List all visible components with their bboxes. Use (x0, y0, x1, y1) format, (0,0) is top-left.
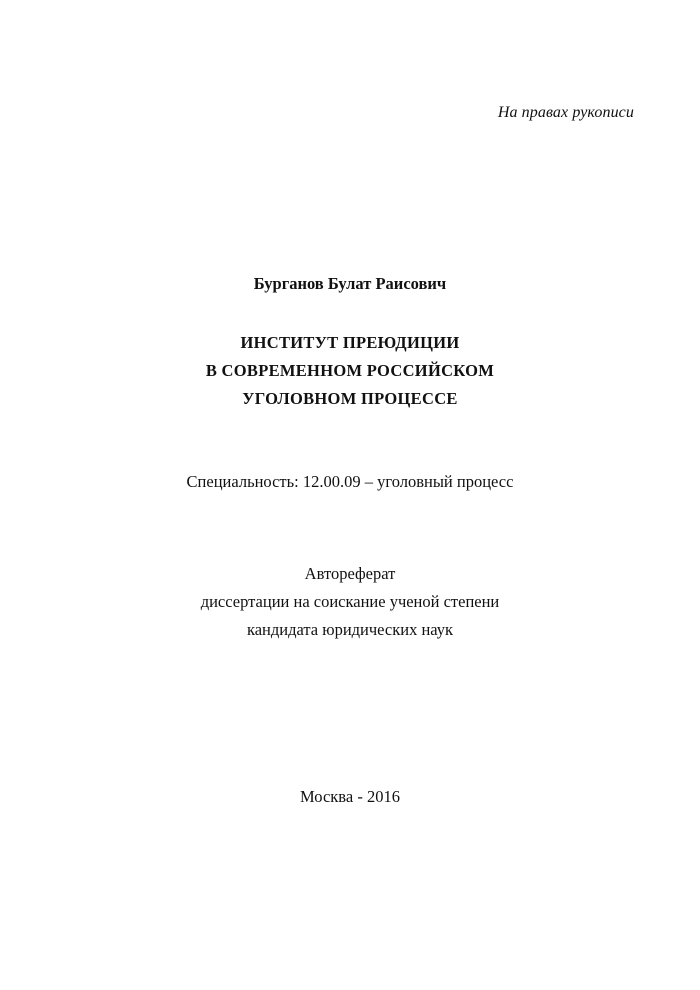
title-line: В СОВРЕМЕННОМ РОССИЙСКОМ (205, 361, 495, 380)
author-name: Бурганов Булат Раисович (253, 274, 447, 293)
specialty-line: Специальность: 12.00.09 – уголовный процесс (186, 472, 514, 491)
title-line: УГОЛОВНОМ ПРОЦЕССЕ (242, 389, 458, 408)
dissertation-title (0, 329, 700, 413)
abstract-description (0, 560, 700, 644)
abstract-line: кандидата юридических наук (246, 620, 454, 639)
city-year: Москва - 2016 (300, 787, 400, 806)
title-line: ИНСТИТУТ ПРЕЮДИЦИИ (240, 333, 460, 352)
manuscript-mark: На правах рукописи (497, 104, 634, 121)
abstract-line: Автореферат (304, 564, 396, 583)
abstract-line: диссертации на соискание ученой степени (200, 592, 500, 611)
